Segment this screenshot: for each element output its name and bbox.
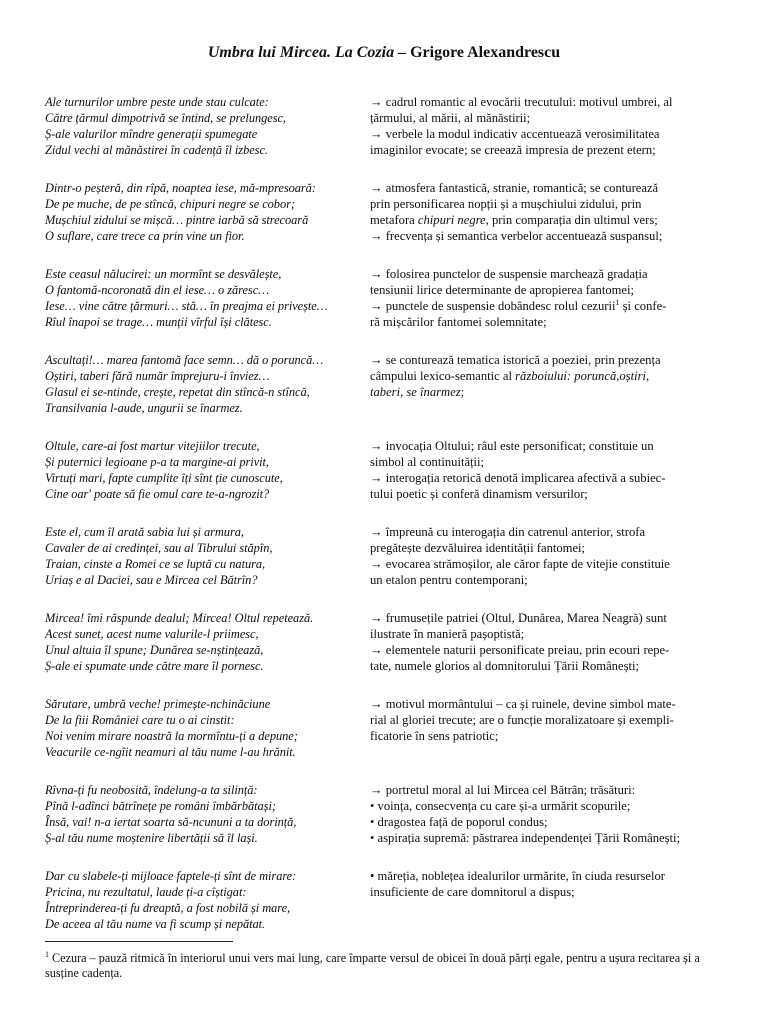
verse-line: Traian, cinste a Romei ce se luptă cu natura, [45, 557, 266, 571]
commentary-line: ficatorie în sens patriotic; [370, 729, 499, 743]
verse-line: Mușchiul zidului se mișcă… pintre iarbă să strecoară [45, 213, 309, 227]
verse-line: Întreprinderea-ți fu dreaptă, a fost nobilă și mare, [45, 901, 291, 915]
verse-line: Transilvania l-aude, ungurii se înarmez. [45, 401, 243, 415]
commentary-line: ră mișcărilor fantomei solemnitate; [370, 315, 547, 329]
verse-line: Glasul ei se-ntinde, crește, repetat din stîncă-n stîncă, [45, 385, 310, 399]
stanza [45, 696, 725, 760]
commentary-line: → elementele naturii personificate preiau, prin ecouri repe- [370, 643, 670, 657]
commentary-text: câmpului lexico-semantic al [370, 369, 512, 383]
verse-line: Oltule, care-ai fost martur vitejiilor trecute, [45, 439, 260, 453]
verse-line: Dar cu slabele-ți mijloace faptele-ți sînt de mirare: [45, 869, 297, 883]
verse-line: Uriaș e al Daciei, sau e Mircea cel Bătrîn? [45, 573, 258, 587]
commentary-line: imaginilor evocate; se creează impresia de prezent etern; [370, 143, 656, 157]
quoted-terms: taberi, se înarmez [370, 385, 461, 399]
stanza [45, 524, 725, 588]
commentary-line: → motivul mormântului – ca și ruinele, devine simbol mate- [370, 697, 676, 711]
commentary-line: tului poetic și conferă dinamism versurilor; [370, 487, 588, 501]
stanza-commentary [370, 180, 730, 244]
verse-line: Ale turnurilor umbre peste unde stau culcate: [45, 95, 269, 109]
verse-line: Rîul înapoi se trage… munții vîrful își clătesc. [45, 315, 272, 329]
commentary-line: simbol al continuității; [370, 455, 485, 469]
verse-line: Mircea! îmi răspunde dealul; Mircea! Oltul repetează. [45, 611, 314, 625]
stanza [45, 352, 725, 416]
footnote-text: Cezura – pauză ritmică în interiorul unui vers mai lung, care împarte versul de obicei în două părți egale, pentru a ușura recitarea și a susține cadența. [45, 951, 700, 981]
commentary-bullet: • voința, consecvența cu care și-a urmărit scopurile; [370, 799, 631, 813]
commentary-text: → punctele de suspensie dobândesc rolul cezurii [370, 299, 616, 313]
verse-line: Dintr-o peșteră, din rîpă, noaptea iese, mă-mpresoară: [45, 181, 316, 195]
verse-line: Pînă l-adînci bătrînețe pe români îmbărbătași; [45, 799, 276, 813]
verse-line: Oștiri, taberi fără număr împrejuru-i înviez… [45, 369, 270, 383]
stanza [45, 266, 725, 330]
commentary-line: → evocarea strămoșilor, ale căror fapte de vitejie constituie [370, 557, 670, 571]
footnote-reference[interactable]: 1 [615, 297, 620, 307]
page-title [0, 43, 768, 63]
stanza-commentary [370, 94, 730, 158]
footnote-mark: 1 [45, 950, 49, 959]
poem-title: Umbra lui Mircea. La Cozia [207, 44, 395, 61]
commentary-bullet: • măreția, noblețea idealurilor urmărite, în ciuda resurselor [370, 869, 665, 883]
commentary-line: → invocația Oltului; râul este personificat; constituie un [370, 439, 654, 453]
footnote [45, 947, 725, 981]
stanza [45, 438, 725, 502]
verse-line: Virtuți mari, fapte cumplite îți sînt ție cunoscute, [45, 471, 283, 485]
stanza-verses [45, 438, 370, 502]
commentary-line: insuficiente de care domnitorul a dispus; [370, 885, 575, 899]
author-name: Grigore Alexandrescu [410, 44, 561, 61]
stanza [45, 610, 725, 674]
verse-line: Noi venim mirare noastră la mormîntu-ți a depune; [45, 729, 298, 743]
commentary-line: → frecvența și semantica verbelor accentuează suspansul; [370, 229, 663, 243]
stanza-commentary [370, 352, 730, 400]
verse-line: Este ceasul nălucirei: un mormînt se desvălește, [45, 267, 282, 281]
commentary-line: ilustrate în manieră pașoptistă; [370, 627, 525, 641]
verse-line: Este el, cum îl arată sabia lui și armura, [45, 525, 244, 539]
verse-line: Ș-al tău nume moștenire libertății să îl lași. [45, 831, 258, 845]
stanza [45, 94, 725, 158]
stanza-verses [45, 352, 370, 416]
verse-line: De aceea al tău nume va fi scump și nepătat. [45, 917, 266, 931]
verse-line: Unul altuia îl spune; Dunărea se-nștințează, [45, 643, 264, 657]
commentary-line: țărmului, al mării, al mănăstirii; [370, 111, 531, 125]
commentary-line: prin personificarea nopții și a mușchiului zidului, prin [370, 197, 642, 211]
stanza-commentary [370, 610, 730, 674]
verse-line: Pricina, nu rezultatul, laude ți-a cîștigat: [45, 885, 247, 899]
commentary-line: → folosirea punctelor de suspensie marchează gradația [370, 267, 648, 281]
verse-line: De la fiii României care tu o ai cinstit: [45, 713, 235, 727]
verse-line: Sărutare, umbră veche! primește-nchinăciune [45, 697, 271, 711]
verse-line: O fantomă-ncoronată din el iese… o zăresc… [45, 283, 270, 297]
commentary-line [370, 298, 730, 314]
stanza [45, 180, 725, 244]
verse-line: Veacurile ce-ngîit neamuri al tău nume l-au hrănit. [45, 745, 296, 759]
verse-line: Către țărmul dimpotrivă se întind, se prelungesc, [45, 111, 286, 125]
stanza [45, 782, 725, 846]
commentary-line: tate, numele glorios al domnitorului Țării Românești; [370, 659, 639, 673]
verse-line: Și puternici legioane p-a ta margine-ai privit, [45, 455, 269, 469]
stanza-verses [45, 180, 370, 244]
commentary-text: metafora [370, 213, 415, 227]
stanza-commentary [370, 868, 730, 900]
verse-line: Ș-ale valurilor mîndre generații spumegate [45, 127, 258, 141]
poem-commentary-body [45, 94, 725, 954]
commentary-line [370, 212, 730, 228]
commentary-line: pregătește dezvăluirea identității fantomei; [370, 541, 586, 555]
verse-line: Zidul vechi al mănăstirei în cadență îl izbesc. [45, 143, 268, 157]
commentary-line: → portretul moral al lui Mircea cel Bătrân; trăsături: [370, 783, 636, 797]
stanza-verses [45, 610, 370, 674]
commentary-bullet: • aspirația supremă: păstrarea independenței Țării Românești; [370, 831, 681, 845]
verse-line: Cavaler de ai credinței, sau al Tibrului stăpîn, [45, 541, 273, 555]
verse-line: Ș-ale ei spumate unde către mare îl pornesc. [45, 659, 264, 673]
verse-line: Ascultați!… marea fantomă face semn… dă o poruncă… [45, 353, 324, 367]
commentary-line: → atmosfera fantastică, stranie, romantică; se conturează [370, 181, 659, 195]
quoted-terms: războiului: poruncă,oștiri, [515, 369, 650, 383]
commentary-line [370, 384, 730, 400]
verse-line: Iese… vine către țărmuri… stă… în preajma ei privește… [45, 299, 328, 313]
stanza-verses [45, 94, 370, 158]
commentary-line: tensiunii lirice determinante de apropierea fantomei; [370, 283, 635, 297]
verse-line: O suflare, care trece ca prin vine un fior. [45, 229, 245, 243]
commentary-text: , prin comparația din ultimul vers; [485, 213, 658, 227]
verse-line: Însă, vai! n-a iertat soarta să-ncununi a ta dorință, [45, 815, 297, 829]
commentary-text: și confe- [619, 299, 667, 313]
stanza-commentary [370, 782, 730, 846]
stanza-verses [45, 266, 370, 330]
commentary-line: → verbele la modul indicativ accentuează verosimilitatea [370, 127, 660, 141]
commentary-text: ; [460, 385, 465, 399]
commentary-line: → cadrul romantic al evocării trecutului: motivul umbrei, al [370, 95, 673, 109]
verse-line: Acest sunet, acest nume valurile-l priimesc, [45, 627, 259, 641]
title-separator: – [394, 44, 411, 61]
verse-line: Cine oar' poate să fie omul care te-a-ngrozit? [45, 487, 270, 501]
commentary-line: un etalon pentru contemporani; [370, 573, 528, 587]
verse-line: Rîvna-ți fu neobosită, îndelung-a ta silință: [45, 783, 258, 797]
stanza-commentary [370, 524, 730, 588]
stanza-commentary [370, 696, 730, 744]
stanza-verses [45, 696, 370, 760]
quoted-metaphor: chipuri negre [417, 213, 486, 227]
stanza [45, 868, 725, 932]
commentary-line [370, 368, 730, 384]
stanza-commentary [370, 438, 730, 502]
commentary-line: → împreună cu interogația din catrenul anterior, strofa [370, 525, 646, 539]
commentary-line: → interogația retorică denotă implicarea afectivă a subiec- [370, 471, 666, 485]
commentary-line: rial al gloriei trecute; are o funcție moralizatoare și exempli- [370, 713, 674, 727]
stanza-verses [45, 524, 370, 588]
stanza-verses [45, 782, 370, 846]
stanza-verses [45, 868, 370, 932]
stanza-commentary [370, 266, 730, 330]
verse-line: De pe muche, de pe stîncă, chipuri negre se cobor; [45, 197, 295, 211]
commentary-line: → se conturează tematica istorică a poeziei, prin prezența [370, 353, 661, 367]
footnote-divider [45, 941, 233, 942]
commentary-line: → frumusețile patriei (Oltul, Dunărea, Marea Neagră) sunt [370, 611, 667, 625]
commentary-bullet: • dragostea față de poporul condus; [370, 815, 548, 829]
